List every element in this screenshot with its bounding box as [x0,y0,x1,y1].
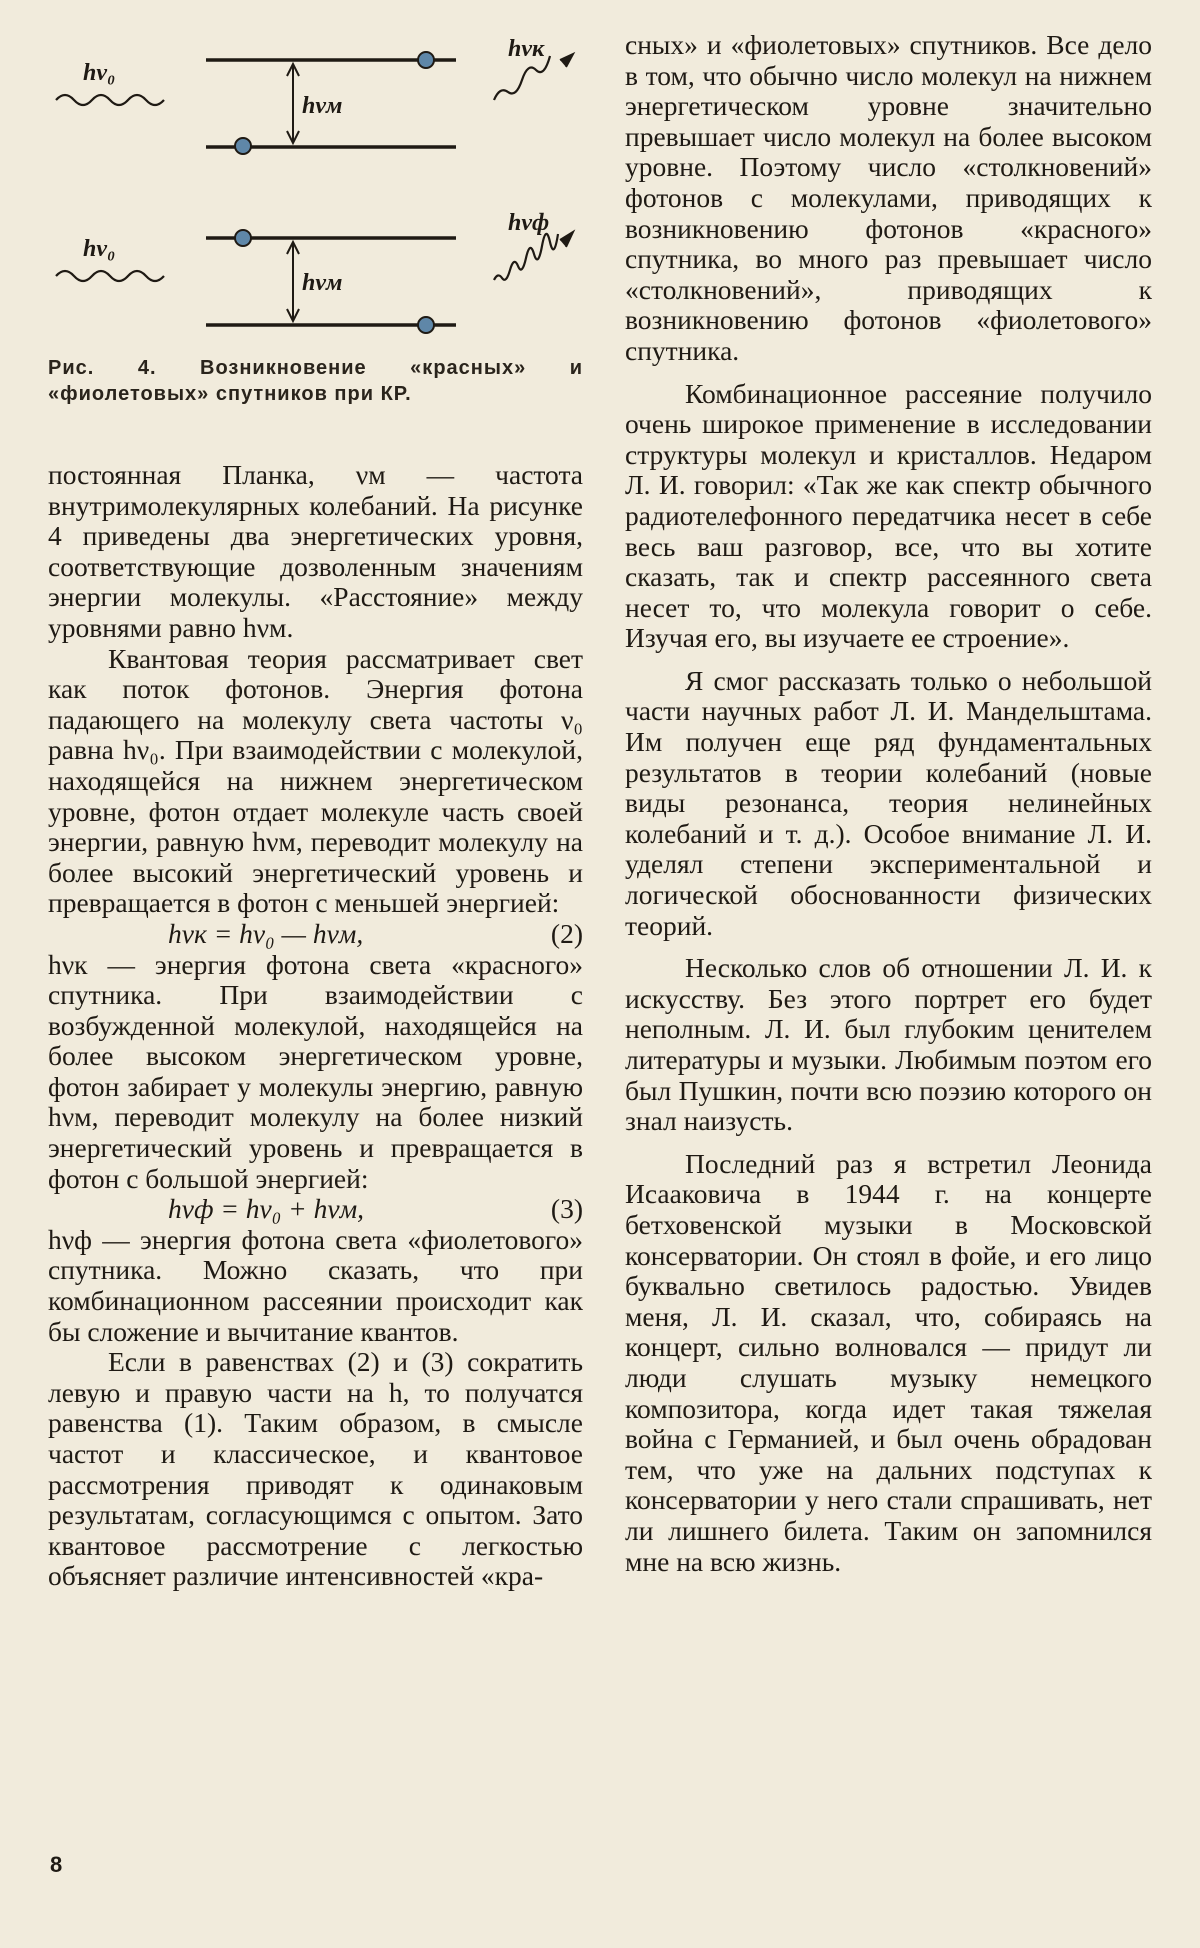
paragraph: Квантовая теория рассматривает свет как поток фотонов. Энергия фотона падающего на молекулу света частоты ν₀ равна hν₀. При взаимодействии с молекулой, находящейся на нижнем энергетическом уровне, фотон отдает молекуле часть своей энергии, равную hνм, переводит молекулу на более высокий энергетический уровень и превращается в фотон с меньшей энергией: [48,642,583,919]
figure-4 [48,30,583,355]
paragraph: Если в равенствах (2) и (3) сократить левую и правую части на h, то получатся равенства (1). Таким образом, в смысле частот и классическое, и квантовое рассмотрения приводят к одинаковым результатам, согласующимся с опытом. Зато квантовое рассмотрение с легкостью объясняет различие интенсивностей «кра- [48,1346,583,1592]
paragraph: Комбинационное рассеяние получило очень широкое применение в исследовании структуры молекул и кристаллов. Недаром Л. И. говорил: «Так же как спектр обычного радиотелефонного передатчика несет в себе весь ваш разговор, все, что вы хотите сказать, так и спектр рассеянного света несет то, что молекула говорит о себе. Изучая его, вы изучаете ее строение». [625,377,1152,654]
figure-caption: Рис. 4. Возникновение «красных» и «фиолетовых» спутников при КР. [48,357,583,405]
equation-3-number: (3) [550,1193,583,1225]
label-h-nu-m-bottom: hνм [302,270,343,296]
molecule-top-lower [235,138,251,154]
molecule-top-upper [418,52,434,68]
scattered-photon-red-wave [494,56,550,100]
scattered-photon-violet-arrowhead [560,232,573,247]
equation-2-number: (2) [550,917,583,949]
label-h-nu-k: hνк [508,36,545,62]
incident-photon-wave-bottom [56,271,164,281]
left-column [48,30,583,1592]
label-h-nu-m-top: hνм [302,93,343,119]
molecule-bottom-upper [235,230,251,246]
equation-3-formula: hνф = hν₀ + hνм, [168,1193,364,1225]
equation-2 [48,919,583,950]
scattered-photon-red-arrowhead [560,54,573,67]
paragraph: hνк — энергия фотона света «красного» спутника. При взаимодействии с возбужденной молекулой, находящейся на более высоком энергетическом уровне, фотон забирает у молекулы энергию, равную hνм, переводит молекулу на более низкий энергетический уровень и превращается в фотон с большой энергией: [48,948,583,1194]
page-number: 8 [50,1852,63,1877]
energy-level-diagram [48,30,583,355]
label-h-nu0-top: hν₀ [83,60,116,86]
label-h-nu-f: hνф [508,210,550,236]
molecule-bottom-lower [418,317,434,333]
equation-3 [48,1194,583,1225]
incident-photon-wave-top [56,95,164,105]
paragraph: Несколько слов об отношении Л. И. к искусству. Без этого портрет его будет неполным. Л. И. был глубоким ценителем литературы и музыки. Любимым поэтом его был Пушкин, почти всю поэзию которого он знал наизусть. [625,952,1152,1137]
right-column-text [625,30,1152,1577]
label-h-nu0-bottom: hν₀ [83,236,116,262]
paragraph: Последний раз я встретил Леонида Исааковича в 1944 г. на концерте бетховенской музыки в Московской консерватории. Он стоял в фойе, и его лицо буквально светилось радостью. Увидев меня, Л. И. сказал, что, собираясь на концерт, сильно волновался — придут ли люди слушать музыку немецкого композитора, когда идет такая тяжелая война с Германией, и был очень обрадован тем, что уже на дальних подступах к консерватории у него стали спрашивать, нет ли лишнего билета. Таким он запомнился мне на всю жизнь. [625,1147,1152,1577]
scattered-photon-violet-wave [494,234,558,280]
paragraph: сных» и «фиолетовых» спутников. Все дело в том, что обычно число молекул на нижнем энергетическом уровне значительно превышает число молекул на более высоком уровне. Поэтому число «столкновений» фотонов с молекулами, приводящих к возникновению фотонов «красного» спутника, во много раз превышает число «столкновений», приводящих к возникновению фотонов «фиолетового» спутника. [625,29,1152,366]
equation-2-formula: hνк = hν₀ — hνм, [168,917,364,949]
paragraph: Я смог рассказать только о небольшой части научных работ Л. И. Мандельштама. Им получен еще ряд фундаментальных результатов в теории колебаний (новые виды резонанса, теория нелинейных колебаний и т. д.). Особое внимание Л. И. уделял степени экспериментальной и логической обоснованности физических теорий. [625,664,1152,941]
left-column-text [48,460,583,1592]
paragraph: постоянная Планка, νм — частота внутримолекулярных колебаний. На рисунке 4 приведены два энергетических уровня, соответствующие дозволенным значениям энергии молекулы. «Расстояние» между уровнями равно hνм. [48,459,583,643]
paragraph: hνф — энергия фотона света «фиолетового» спутника. Можно сказать, что при комбинационном рассеянии происходит как бы сложение и вычитание квантов. [48,1223,583,1347]
